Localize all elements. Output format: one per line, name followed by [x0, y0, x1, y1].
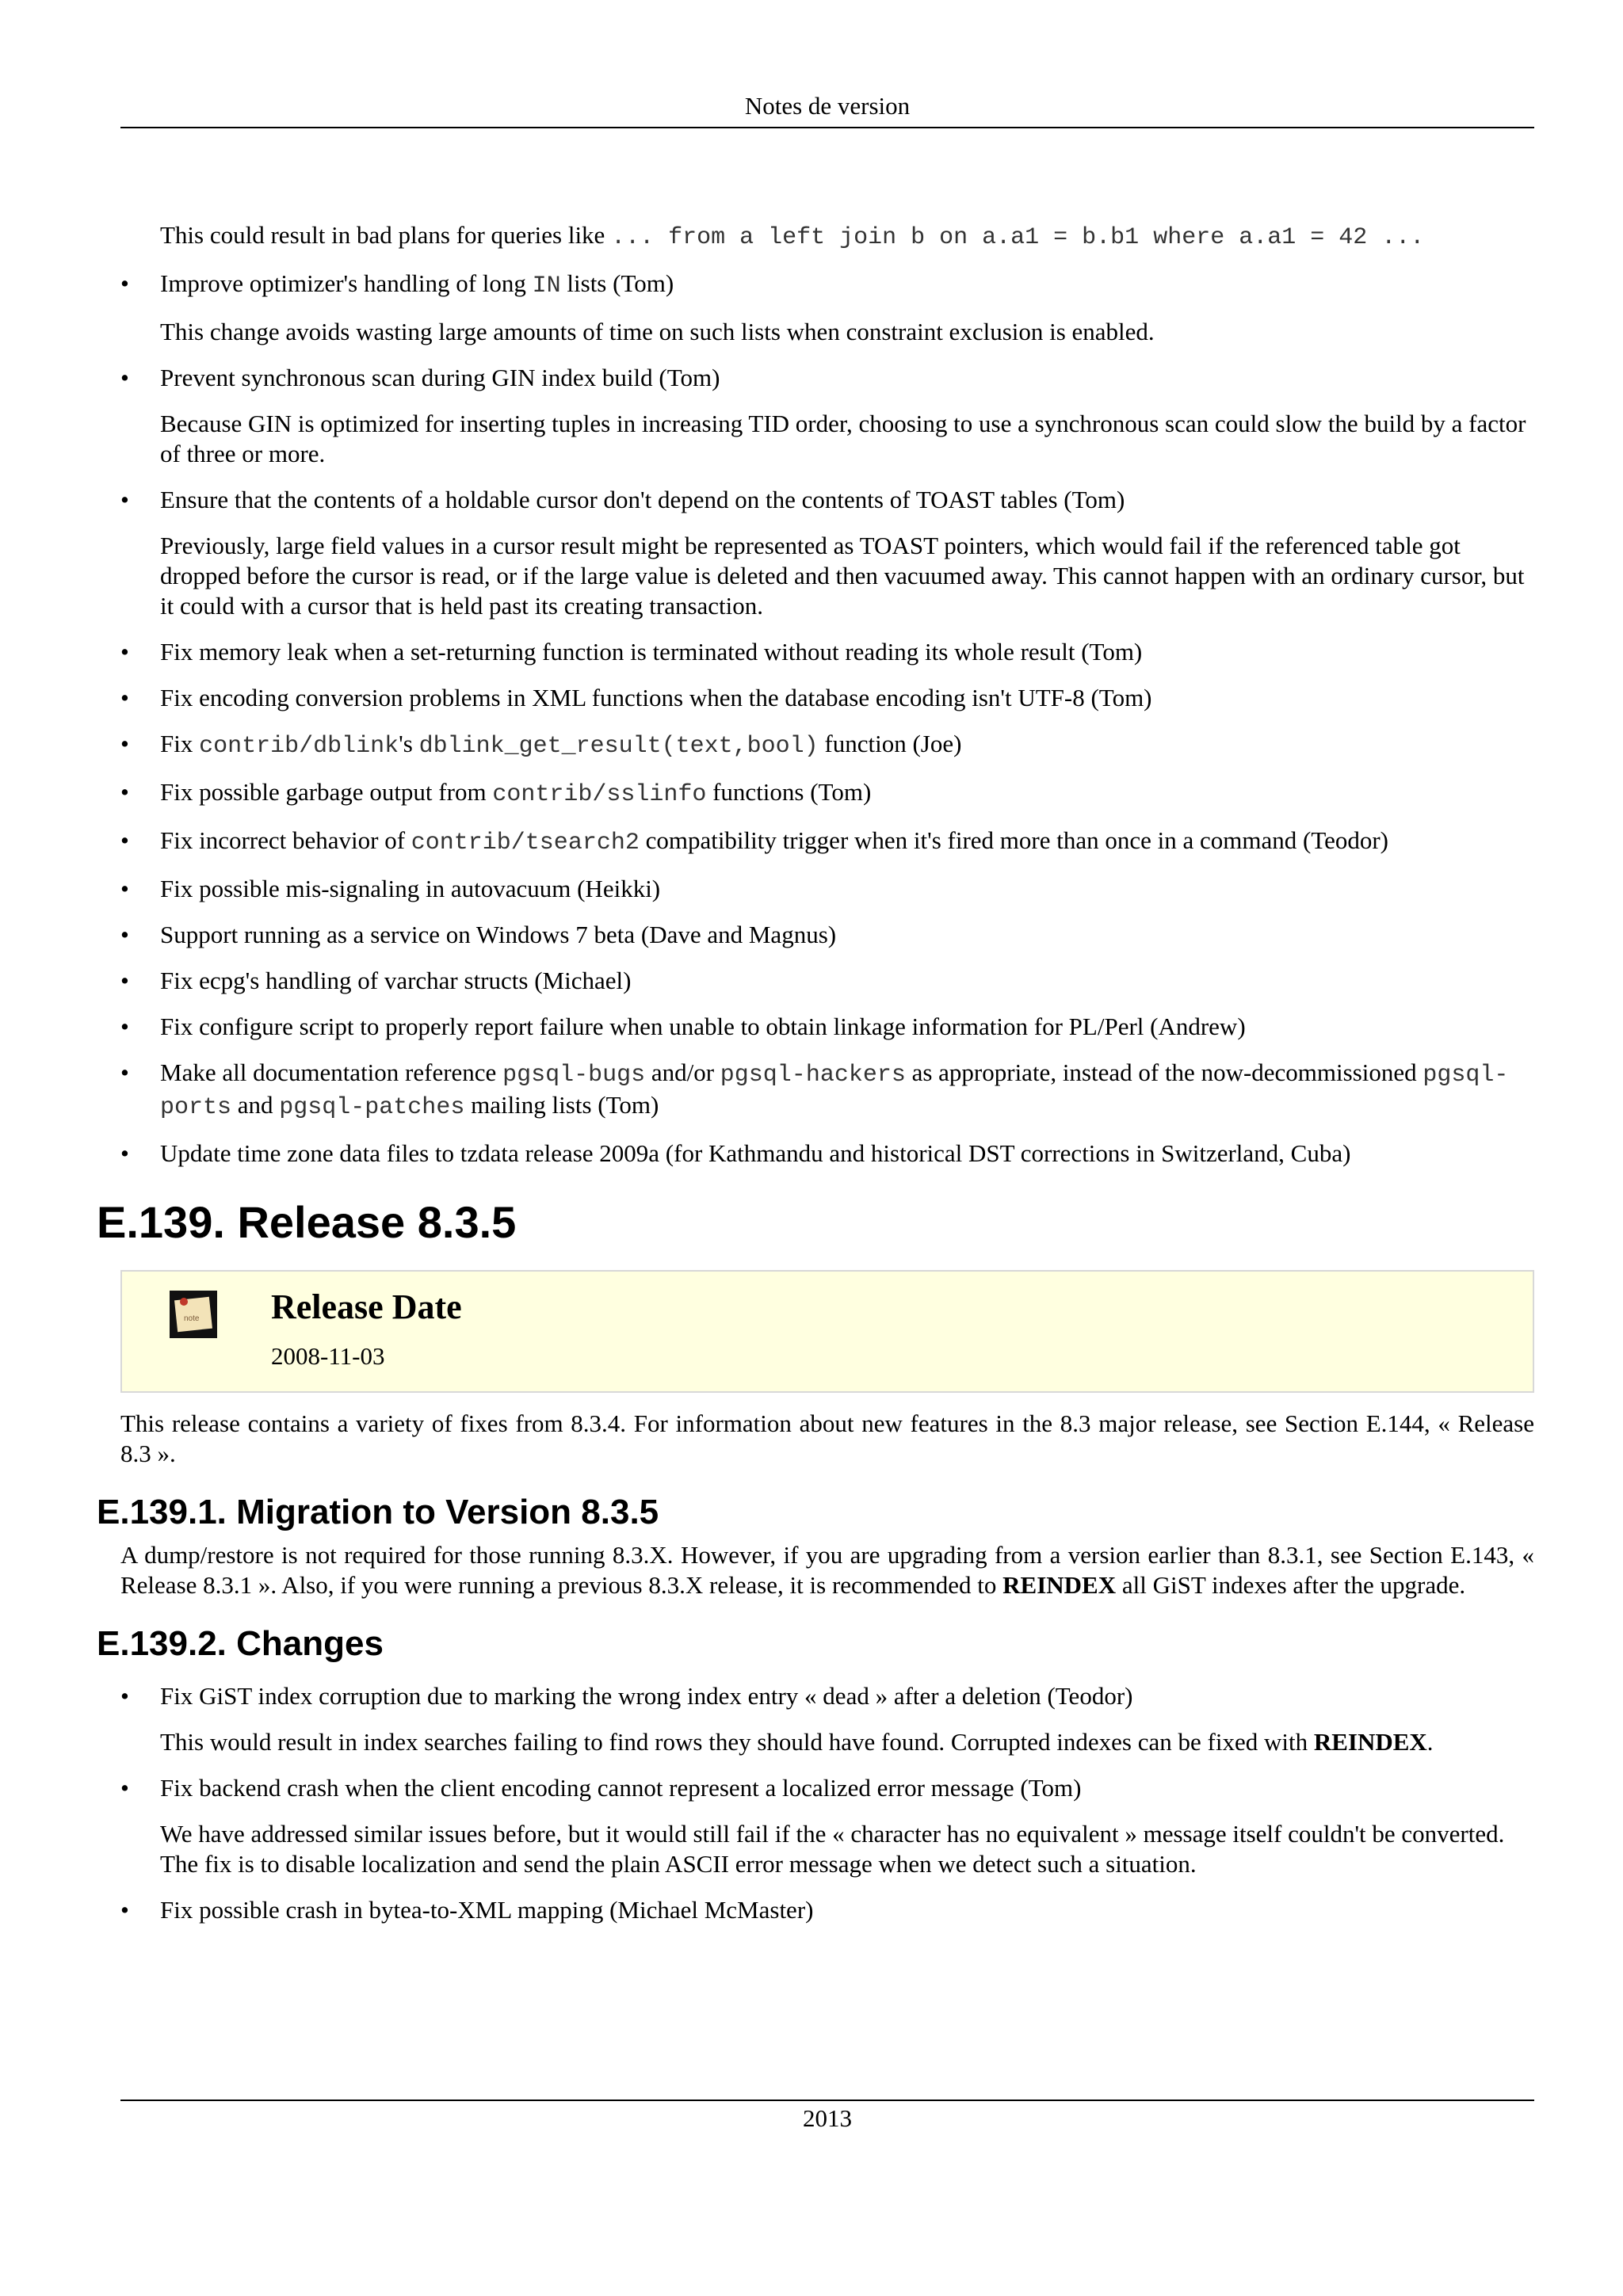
changes-list — [120, 1681, 1534, 1925]
note-icon — [170, 1291, 217, 1338]
item-text: • Fix backend crash when the client encoding cannot represent a localized error message (Tom) — [160, 1774, 1082, 1802]
release-date-note — [120, 1270, 1534, 1393]
item-text: • Fix encoding conversion problems in XML functions when the database encoding isn't UTF-8 (Tom) — [160, 684, 1152, 711]
item-text: • Update time zone data files to tzdata release 2009a (for Kathmandu and historical DST corrections in Switzerland, Cuba) — [160, 1139, 1351, 1167]
list-item — [120, 729, 1534, 761]
changes-title: E.139.2. Changes — [97, 1624, 384, 1663]
section-title: E.139. Release 8.3.5 — [97, 1197, 517, 1247]
note-title: Release Date — [271, 1287, 462, 1326]
list-item — [120, 1895, 1534, 1925]
migration-paragraph — [120, 1540, 1534, 1600]
item-text: Fix incorrect behavior of — [160, 826, 411, 854]
list-item — [120, 1058, 1534, 1123]
migration-text: A dump/restore is not required for those running 8.3.X. However, if you are upgrading from a version earlier than 8.3.1, see Section E.143, « Release 8.3.1 ». Also, if you were running a previous 8.3.X release, it is recommended to — [120, 1541, 1534, 1599]
migration-text: all GiST indexes after the upgrade. — [1116, 1571, 1466, 1599]
list-item — [120, 826, 1534, 858]
page-content — [97, 220, 1534, 1925]
item-text: and — [231, 1091, 280, 1119]
fix-list-8-3-6 — [120, 269, 1534, 1169]
list-item — [120, 1138, 1534, 1169]
header-rule — [120, 127, 1534, 128]
note-date: 2008-11-03 — [271, 1342, 385, 1370]
list-item — [120, 363, 1534, 469]
item-text: lists (Tom) — [560, 269, 674, 297]
item-detail: This would result in index searches failing to find rows they should have found. Corrupted indexes can be fixed with — [160, 1728, 1314, 1756]
inline-code: contrib/sslinfo — [492, 781, 707, 808]
item-text: • Fix configure script to properly report failure when unable to obtain linkage information for PL/Perl (Andrew) — [160, 1013, 1246, 1040]
inline-code: pgsql-ports — [160, 1062, 1509, 1121]
item-text: • Ensure that the contents of a holdable cursor don't depend on the contents of TOAST tables (Tom) — [160, 486, 1125, 513]
list-item — [120, 485, 1534, 621]
list-item — [120, 966, 1534, 996]
footer-rule — [120, 2100, 1534, 2101]
inline-code: pgsql-hackers — [720, 1062, 906, 1089]
list-item — [120, 637, 1534, 667]
item-text: • Fix ecpg's handling of varchar structs (Michael) — [160, 967, 632, 994]
item-text: • Fix GiST index corruption due to marking the wrong index entry « dead » after a deletion (Teodor) — [160, 1682, 1133, 1710]
item-detail: We have addressed similar issues before, but it would still fail if the « character has no equivalent » message itself couldn't be converted. The fix is to disable localization and send the plain ASCII error message when we detect such a situation. — [160, 1820, 1505, 1878]
item-detail: Previously, large field values in a cursor result might be represented as TOAST pointers, which would fail if the referenced table got dropped before the cursor is read, or if the large value is deleted and then vacuumed away. This cannot happen with an ordinary cursor, but it could with a cursor that is held past its creating transaction. — [160, 532, 1525, 620]
item-text: Fix — [160, 730, 200, 757]
reindex-command: REINDEX — [1002, 1571, 1117, 1599]
intro-paragraph — [160, 220, 1534, 253]
item-text: mailing lists (Tom) — [464, 1091, 659, 1119]
item-text: and/or — [645, 1058, 720, 1086]
item-text: Fix possible garbage output from — [160, 778, 493, 806]
item-text: Improve optimizer's handling of long — [160, 269, 533, 297]
list-item — [120, 874, 1534, 904]
inline-code: contrib/dblink — [199, 733, 399, 760]
svg-text:note: note — [184, 1314, 200, 1323]
item-text: Make all documentation reference — [160, 1058, 503, 1086]
item-text: • Fix memory leak when a set-returning function is terminated without reading its whole result (Tom) — [160, 638, 1143, 666]
item-text: function (Joe) — [818, 730, 962, 757]
reindex-command: REINDEX — [1313, 1728, 1427, 1756]
list-item — [120, 777, 1534, 810]
inline-code: IN — [532, 273, 561, 299]
page-number: 2013 — [803, 2104, 852, 2132]
list-item — [120, 1773, 1534, 1879]
inline-code: dblink_get_result(text,bool) — [418, 733, 819, 760]
item-text: as appropriate, instead of the now-decommissioned — [905, 1058, 1423, 1086]
list-item — [120, 269, 1534, 347]
item-text: • Support running as a service on Windows 7 beta (Dave and Magnus) — [160, 921, 837, 948]
item-detail: This change avoids wasting large amounts of time on such lists when constraint exclusion is enabled. — [160, 318, 1155, 345]
item-text: • Prevent synchronous scan during GIN index build (Tom) — [160, 364, 720, 391]
list-item — [120, 920, 1534, 950]
item-text: compatibility trigger when it's fired more than once in a command (Teodor) — [639, 826, 1389, 854]
inline-code: pgsql-patches — [279, 1094, 465, 1121]
intro-code: ... from a left join b on a.a1 = b.b1 where a.a1 = 42 ... — [611, 224, 1425, 251]
item-text: • Fix possible mis-signaling in autovacuum (Heikki) — [160, 875, 661, 902]
inline-code: pgsql-bugs — [502, 1062, 646, 1089]
running-header: Notes de version — [744, 92, 911, 120]
item-text: functions (Tom) — [706, 778, 872, 806]
item-text: 's — [399, 730, 419, 757]
list-item — [120, 683, 1534, 713]
item-text: • Fix possible crash in bytea-to-XML mapping (Michael McMaster) — [160, 1896, 814, 1924]
migration-title: E.139.1. Migration to Version 8.3.5 — [97, 1493, 659, 1531]
release-paragraph: This release contains a variety of fixes from 8.3.4. For information about new features in the 8.3 major release, see Section E.144, « Release 8.3 ». — [120, 1409, 1534, 1467]
item-detail: Because GIN is optimized for inserting tuples in increasing TID order, choosing to use a synchronous scan could slow the build by a factor of three or more. — [160, 410, 1526, 467]
list-item — [120, 1681, 1534, 1757]
inline-code: contrib/tsearch2 — [411, 830, 640, 856]
item-detail: . — [1426, 1728, 1434, 1756]
intro-lead: This could result in bad plans for queries like — [160, 221, 612, 249]
list-item — [120, 1012, 1534, 1042]
